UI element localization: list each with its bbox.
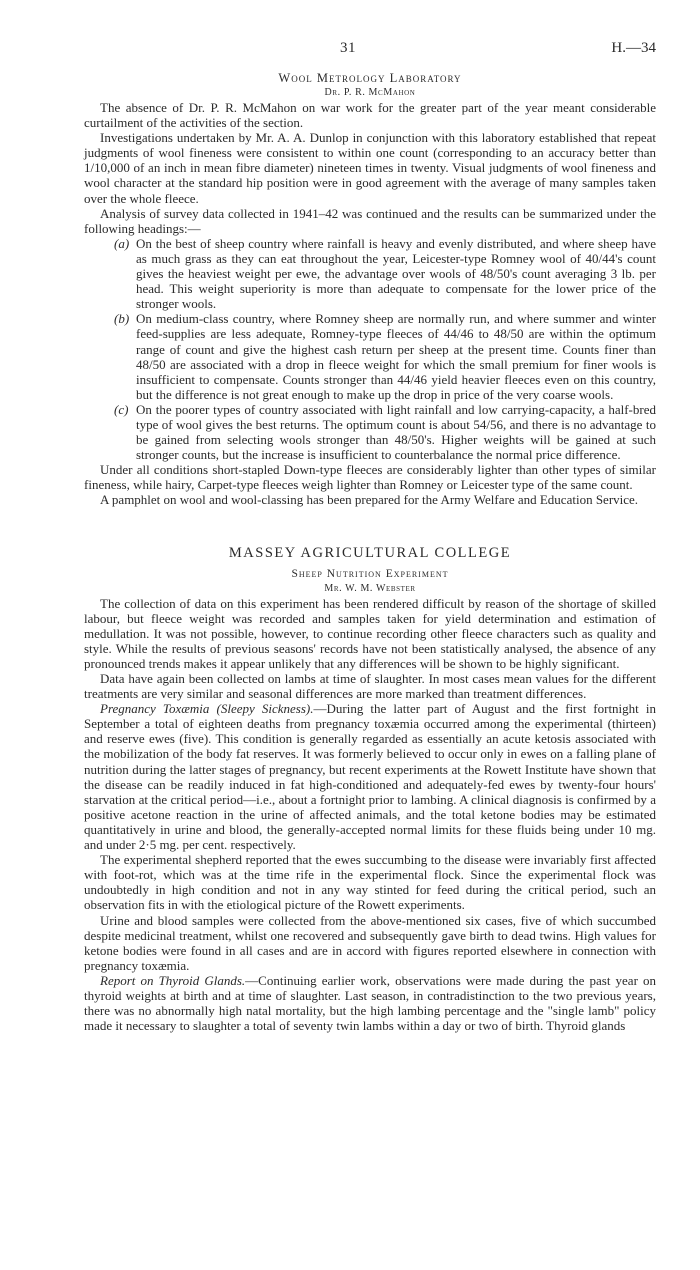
paragraph: Analysis of survey data collected in 1941–42 was continued and the results can be summarized under the following headings:— [84, 205, 656, 236]
paragraph: Data have again been collected on lambs at time of slaughter. In most cases mean values for the different treatments are very similar and seasonal differences are more marked than treatment differences. [84, 671, 656, 702]
paragraph: A pamphlet on wool and wool-classing has been prepared for the Army Welfare and Education Service. [100, 492, 639, 508]
run-in-heading: Report on Thyroid Glands. [100, 972, 246, 988]
paragraph: Urine and blood samples were collected from the above-mentioned six cases, five of which succumbed despite medicinal treatment, whilst one recovered and subsequently gave birth to dead twins. High values for ketone bodies were found in all cases and are in accord with figures reported elsewhere in connection with pregnancy toxæmia. [84, 912, 656, 973]
paragraph: The collection of data on this experiment has been rendered difficult by reason of the shortage of skilled labour, but fleece weight was recorded and samples taken for yield determination and estimation of medullation. It was not possible, however, to continue recording other fleece characters such as quality and style. While the results of previous seasons' records have not been statistically analysed, the absence of any pronounced trends makes it appear unlikely that any differences will be shown to be highly significant. [84, 595, 656, 671]
page-header [84, 0, 656, 56]
list-item-text: On the best of sheep country where rainfall is heavy and evenly distributed, and where sheep have as much grass as they can eat throughout the year, Leicester-type Romney wool of 40/44's count gives the heaviest weight per ewe, the advantage over wools of 48/50's count averaging 3 lb. per head. This weight superiority is more than adequate to compensate for the lower price of the stronger wools. [136, 235, 656, 312]
list-item-text: On the poorer types of country associated with light rainfall and low carrying-capacity, a half-bred type of wool gives the best returns. The optimum count is about 54/56, and there is no advantage to be gained from selecting wools stronger than 48/50's. Higher weights will be gained at such stronger counts, but the increase is insufficient to counterbalance the normal price difference. [136, 401, 656, 463]
experiment-author: Mr. W. M. Webster [324, 582, 416, 594]
run-in-heading: Pregnancy Toxæmia (Sleepy Sickness). [100, 701, 314, 717]
paragraph [84, 973, 656, 1033]
list-item-label: (c) [114, 401, 129, 417]
list-item [114, 402, 656, 462]
page-number: 31 [340, 40, 356, 56]
wool-section-title: Wool Metrology Laboratory [278, 71, 462, 85]
paragraph-body: —Continuing earlier work, observations were made during the past year on thyroid weights at birth and at time of slaughter. Last season, in contradistinction to the two previous years, there was no abnormally high natal mortality, but the high lambing percentage and the "single lamb" policy made it necessary to slaughter a total of seventy twin lambs within a day or two of birth. Thyroid glands [84, 972, 656, 1034]
experiment-title: Sheep Nutrition Experiment [291, 567, 449, 580]
paragraph: Under all conditions short-stapled Down-type fleeces are considerably lighter than other types of similar fineness, while hairy, Carpet-type fleeces weigh lighter than Romney or Leicester type of the same count. [84, 462, 656, 493]
paragraph: The experimental shepherd reported that the ewes succumbing to the disease were invariably first affected with foot-rot, which was at the time rife in the experimental flock. Since the experimental flock was undoubtedly in high condition and not in any way stinted for feed during the critical period, such an observation fits in with the etiological picture of the Rowett experiments. [84, 852, 656, 913]
college-heading: MASSEY AGRICULTURAL COLLEGE [228, 544, 512, 561]
list-item-text: On medium-class country, where Romney sheep are normally run, and where summer and winter feed-supplies are less adequate, Romney-type fleeces of 44/46 to 48/50 are within the optimum range of count and give the highest cash return per sheep at the present time. Counts finer than 48/50 are associated with a drop in fleece weight for which the small premium for finer wools is insufficient to compensate. Counts stronger than 44/46 yield heavier fleeces even on this country, but the difference is not great enough to make up the drop in price of the very coarse wools. [136, 311, 656, 402]
paragraph [84, 701, 656, 852]
list-item [114, 311, 656, 402]
paragraph-body: —During the latter part of August and the first fortnight in September a total of eighteen deaths from pregnancy toxæmia occurred among the experimental (thirteen) and reserve ewes (five). This condition is generally regarded as essentially an acute ketosis associated with the mobilization of the body fat reserves. It was formerly believed to occur only in ewes on a falling plane of nutrition during the latter stages of pregnancy, but recent experiments at the Rowett Institute have shown that the disease can be readily induced in fat high-conditioned and adequately-fed ewes by twenty-four hours' starvation at the critical period—i.e., about a fortnight prior to lambing. A clinical diagnosis is confirmed by a positive acetone reaction in the urine of affected animals, and the total ketone bodies may be estimated quantitatively in urine and blood, the generally-accepted normal limits for these fluids being under 10 mg. and under 2·5 mg. per cent. respectively. [84, 701, 656, 853]
headings-list [114, 236, 656, 462]
list-item-label: (b) [114, 311, 130, 327]
list-item [114, 236, 656, 311]
list-item-label: (a) [114, 235, 130, 251]
document-reference: H.—34 [611, 40, 656, 56]
paragraph: Investigations undertaken by Mr. A. A. Dunlop in conjunction with this laboratory established that repeat judgments of wool fineness were consistent to within one count (corresponding to an accuracy better than 1/10,000 of an inch in mean fibre diameter) nineteen times in twenty. Visual judgments of wool fineness and wool character at the standard hip position were in good agreement with the average of many samples taken over the whole fleece. [84, 130, 656, 206]
wool-section-author: Dr. P. R. McMahon [324, 87, 416, 98]
document-page [84, 0, 656, 1033]
paragraph: The absence of Dr. P. R. McMahon on war work for the greater part of the year meant considerable curtailment of the activities of the section. [84, 100, 656, 131]
